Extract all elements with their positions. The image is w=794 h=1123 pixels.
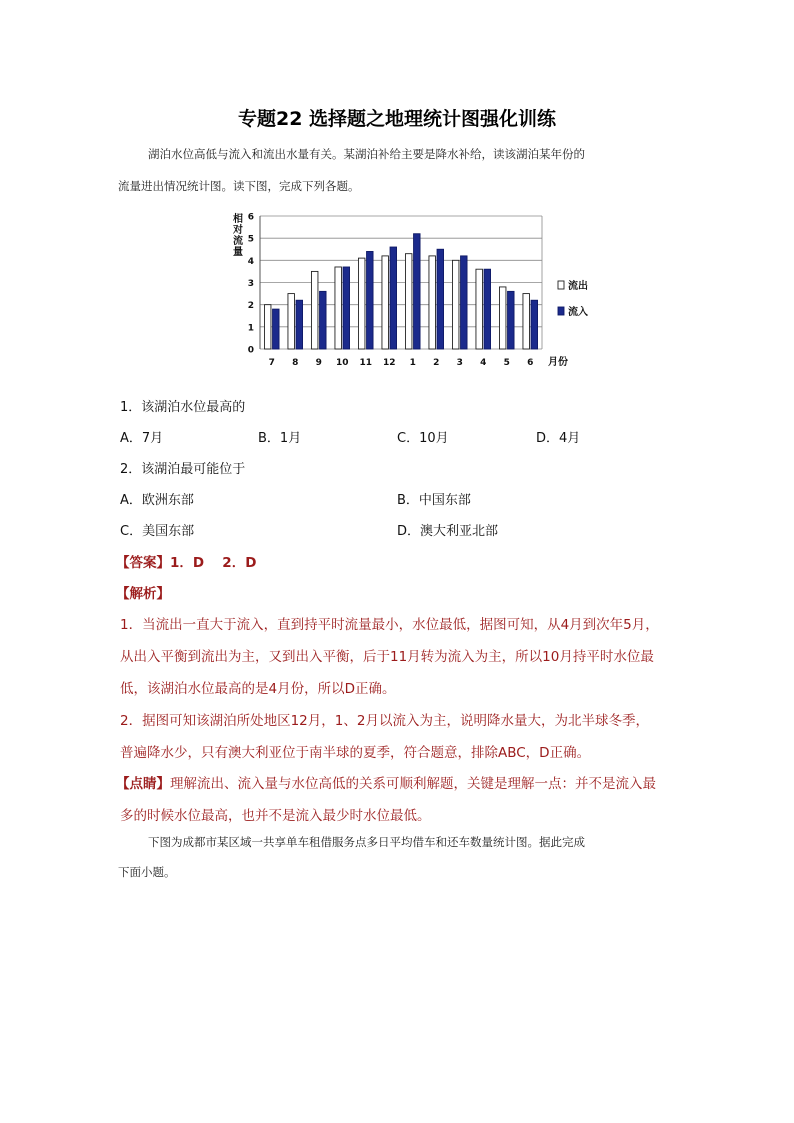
bar-outflow [452,260,459,349]
question-2-option-c[interactable]: C．美国东部 [120,524,195,539]
analysis-1-line-1: 1．当流出一直大于流入，直到持平时流量最小，水位最低，据图可知，从4月到次年5月， [120,617,659,633]
question-1-option-a[interactable]: A．7月 [120,431,164,446]
answer-text: 1．D 2．D [170,555,257,571]
bar-outflow [311,271,318,349]
x-tick-label: 2 [433,358,440,368]
x-tick-label: 1 [409,358,416,368]
y-axis-label-char: 流 [233,236,243,247]
x-tick-label: 11 [359,358,373,368]
question-1-option-d[interactable]: D．4月 [536,431,581,446]
page-title: 专题22 选择题之地理统计图强化训练 [237,108,557,130]
legend-swatch [558,281,564,289]
tips-label: 【点睛】 [116,776,170,792]
bar-inflow [531,300,538,349]
bar-inflow [343,267,350,349]
question-1-stem: 1．该湖泊水位最高的 [120,400,246,415]
bar-outflow [335,267,342,349]
y-tick-label: 0 [247,345,254,356]
x-tick-label: 10 [335,358,349,368]
chart-legend [558,279,588,318]
y-tick-label: 2 [247,301,254,312]
y-tick-label: 6 [247,212,254,223]
x-tick-label: 6 [527,358,534,368]
analysis-2-line-2: 普遍降水少，只有澳大利亚位于南半球的夏季，符合题意，排除ABC，D正确。 [120,745,591,761]
x-tick-label: 5 [503,358,510,368]
bar-outflow [405,254,412,349]
y-axis-label-char: 相 [233,214,243,225]
y-axis-label-char: 量 [233,247,243,258]
bar-outflow [523,294,530,349]
chart-bars [264,234,537,349]
y-tick-label: 3 [247,279,254,289]
question-2-option-a[interactable]: A．欧洲东部 [120,493,194,508]
tips-line-2: 多的时候水位最高，也并不是流入最少时水位最低。 [120,808,431,824]
x-tick-label: 7 [268,358,275,368]
legend-swatch [558,307,564,315]
analysis-1-line-3: 低，该湖泊水位最高的是4月份，所以D正确。 [120,681,396,697]
bar-inflow [461,256,468,349]
bar-inflow [320,291,327,349]
y-tick-label: 5 [247,234,254,245]
x-tick-label: 8 [292,358,299,368]
y-tick-label: 4 [247,256,254,267]
bar-outflow [288,294,295,349]
bar-inflow [414,234,421,349]
answer-block [116,551,256,571]
analysis-2-line-1: 2．据图可知该湖泊所处地区12月，1、2月以流入为主，说明降水量大，为北半球冬季， [120,713,649,729]
bar-inflow [437,249,444,349]
x-axis-label: 月份 [548,357,568,368]
legend-label: 流入 [568,307,588,318]
next-intro-line-1: 下图为成都市某区域一共享单车租借服务点多日平均借车和还车数量统计图。据此完成 [148,835,585,849]
bar-outflow [358,258,365,349]
bar-inflow [367,251,374,349]
bar-outflow [382,256,389,349]
x-tick-label: 4 [480,358,487,368]
answer-label: 【答案】 [116,555,170,571]
bar-outflow [429,256,436,349]
flow-bar-chart [228,208,598,378]
question-1-option-c[interactable]: C．10月 [397,431,449,446]
bar-inflow [273,309,280,349]
bar-inflow [296,300,303,349]
tips-line-1: 理解流出、流入量与水位高低的关系可顺利解题，关键是理解一点：并不是流入最 [170,776,656,792]
intro-line-1: 湖泊水位高低与流入和流出水量有关。某湖泊补给主要是降水补给，读该湖泊某年份的 [148,147,585,161]
chart-axis [232,212,568,368]
next-intro-line-2: 下面小题。 [118,865,176,879]
bar-inflow [508,291,515,349]
tips-block [116,772,656,792]
question-2-option-b[interactable]: B．中国东部 [397,493,471,508]
bar-inflow [390,247,397,349]
bar-outflow [264,305,271,349]
y-tick-label: 1 [247,323,254,334]
question-1-option-b[interactable]: B．1月 [258,431,302,446]
x-tick-label: 12 [382,358,396,368]
x-tick-label: 9 [315,358,322,368]
question-2-option-d[interactable]: D．澳大利亚北部 [397,524,499,539]
analysis-1-line-2: 从出入平衡到流出为主，又到出入平衡，后于11月转为流入为主，所以10月持平时水位最 [120,649,654,665]
x-tick-label: 3 [456,358,463,368]
analysis-label: 【解析】 [116,586,170,602]
question-2-stem: 2．该湖泊最可能位于 [120,462,246,477]
bar-outflow [499,287,506,349]
legend-label: 流出 [568,281,588,292]
intro-line-2: 流量进出情况统计图。读下图，完成下列各题。 [118,179,360,193]
bar-inflow [484,269,491,349]
bar-outflow [476,269,483,349]
y-axis-label-char: 对 [233,225,243,236]
